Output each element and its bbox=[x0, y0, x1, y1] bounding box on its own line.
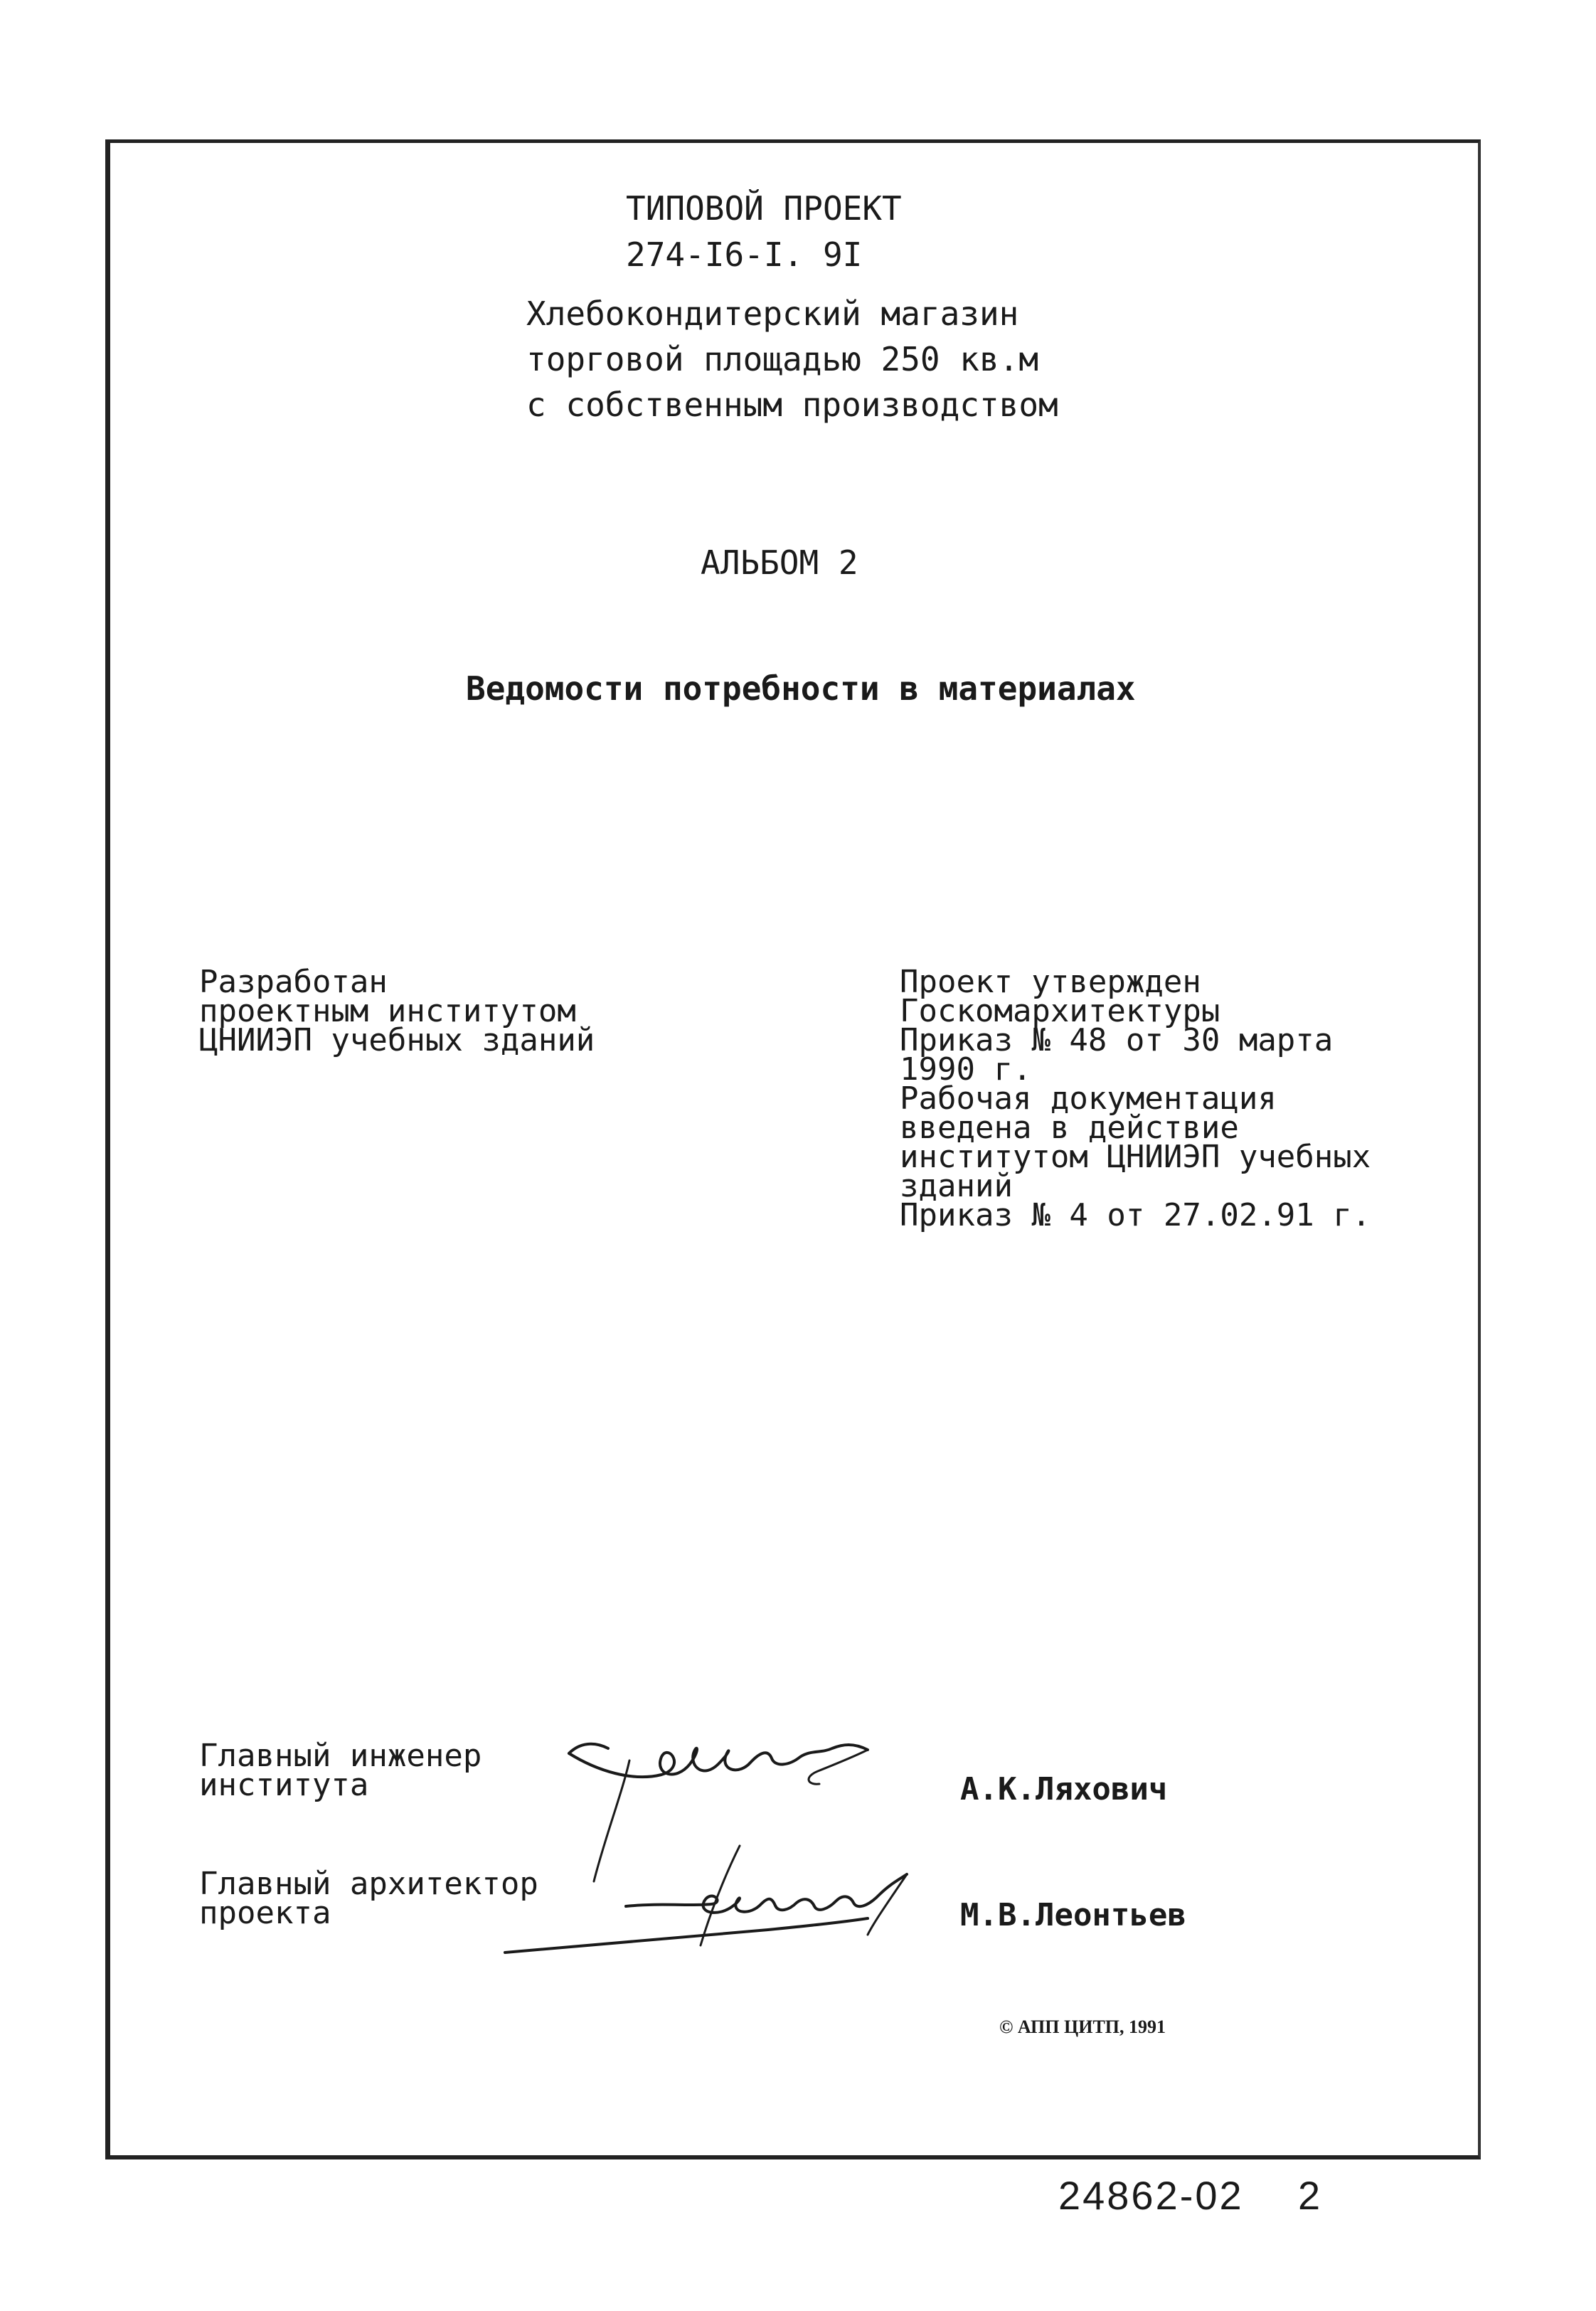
approved-line-6: введена в действие bbox=[900, 1110, 1239, 1146]
chief-architect-role-1: Главный архитектор bbox=[199, 1866, 538, 1902]
approved-line-9: Приказ № 4 от 27.02.91 г. bbox=[900, 1197, 1371, 1233]
inventory-number: 24862-02 bbox=[1058, 2173, 1244, 2218]
chief-engineer-role-1: Главный инженер bbox=[199, 1738, 482, 1774]
approved-line-5: Рабочая документация bbox=[900, 1080, 1277, 1117]
approved-line-4: 1990 г. bbox=[900, 1051, 1032, 1088]
chief-architect-role-2: проекта bbox=[199, 1895, 331, 1931]
approved-line-2: Госкомархитектуры bbox=[900, 993, 1220, 1029]
title-line-3: с собственным производством bbox=[526, 386, 1058, 424]
signature-chief-architect bbox=[498, 1839, 939, 1995]
album-subtitle: Ведомости потребности в материалах bbox=[466, 669, 1136, 708]
page-number: 2 bbox=[1298, 2173, 1321, 2218]
approved-line-7: институтом ЦНИИЭП учебных bbox=[900, 1139, 1371, 1175]
project-number: 274-I6-I. 9I bbox=[626, 235, 863, 274]
developed-line-1: Разработан bbox=[199, 964, 388, 1000]
copyright: © АПП ЦИТП, 1991 bbox=[999, 2017, 1166, 2037]
developed-line-2: проектным институтом bbox=[199, 993, 576, 1029]
chief-engineer-name: А.К.Ляхович bbox=[960, 1771, 1168, 1807]
developed-line-3: ЦНИИЭП учебных зданий bbox=[199, 1022, 595, 1058]
title-line-2: торговой площадью 250 кв.м bbox=[526, 340, 1039, 378]
project-type: ТИПОВОЙ ПРОЕКТ bbox=[626, 189, 902, 228]
approved-line-1: Проект утвержден bbox=[900, 964, 1201, 1000]
approved-line-8: зданий bbox=[900, 1168, 1013, 1204]
title-line-1: Хлебокондитерский магазин bbox=[526, 294, 1019, 333]
album-number: АЛЬБОМ 2 bbox=[701, 543, 858, 582]
approved-line-3: Приказ № 48 от 30 марта bbox=[900, 1022, 1334, 1058]
chief-engineer-role-2: института bbox=[199, 1767, 369, 1803]
chief-architect-name: М.В.Леонтьев bbox=[960, 1897, 1186, 1933]
